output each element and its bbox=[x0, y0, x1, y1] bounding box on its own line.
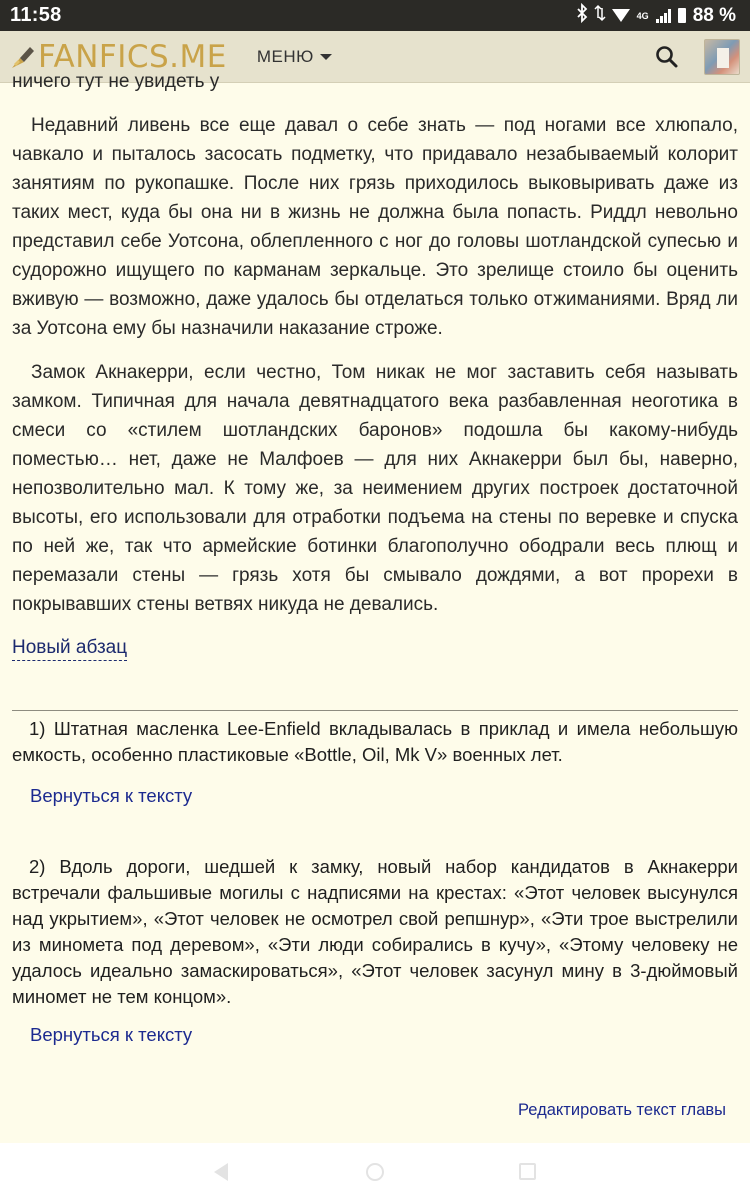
back-to-text-link[interactable]: Вернуться к тексту bbox=[30, 785, 193, 806]
data-arrows-icon bbox=[595, 5, 605, 26]
menu-label: МЕНЮ bbox=[256, 46, 314, 66]
status-time: 11:58 bbox=[10, 4, 62, 26]
back-to-text-link[interactable]: Вернуться к тексту bbox=[30, 1024, 193, 1045]
header-actions bbox=[654, 39, 740, 75]
partial-text-line: ничего тут не увидеть у bbox=[12, 71, 220, 92]
chapter-content bbox=[0, 71, 750, 1143]
back-triangle-icon[interactable] bbox=[214, 1163, 228, 1181]
bluetooth-icon bbox=[576, 4, 588, 27]
edit-chapter-link[interactable]: Редактировать текст главы bbox=[518, 1101, 726, 1119]
chevron-down-icon bbox=[320, 54, 332, 60]
site-logo[interactable] bbox=[10, 39, 227, 75]
menu-button[interactable] bbox=[257, 47, 332, 67]
footnotes-divider bbox=[12, 710, 738, 711]
status-icons bbox=[576, 4, 736, 27]
wifi-icon bbox=[612, 9, 630, 22]
battery-icon bbox=[678, 8, 686, 23]
avatar[interactable] bbox=[704, 39, 740, 75]
search-icon[interactable] bbox=[654, 44, 680, 70]
system-nav-bar bbox=[0, 1143, 750, 1200]
chapter-paragraph: Недавний ливень все еще давал о себе знать — под ногами все хлюпало, чавкало и пыталось засосать подметку, что придавало незабываемый колорит занятиям по рукопашке. После них грязь приходилось выковыривать даже из таких мест, куда бы она ни в жизнь не должна была попасть. Риддл невольно представил себе Уотсона, облепленного с ног до головы шотландской супесью и судорожно ищущего по карманам зеркальце. Это зрелище стоило бы оценить вживую — возможно, даже удалось бы отделаться только отжиманиями. Вряд ли за Уотсона ему бы назначили наказание строже. bbox=[12, 115, 738, 339]
logo-text: FANFICS.ME bbox=[38, 38, 227, 75]
home-circle-icon[interactable] bbox=[366, 1163, 384, 1181]
footnote: 2) Вдоль дороги, шедшей к замку, новый набор кандидатов в Акнакерри встречали фальшивые могилы с надписями на крестах: «Этот человек высунулся над укрытием», «Этот человек не осмотрел свой репшнур», «Эти трое выстрелили из миномета под деревом», «Эти люди собирались в кучу», «Этому человеку не удалось идеально замаскироваться», «Этот человек засунул мину в 3-дюймовый миномет не тем концом». bbox=[12, 856, 738, 1007]
logo-pen-icon bbox=[10, 44, 36, 70]
battery-percent: 88 % bbox=[692, 4, 736, 26]
network-type-label: 4G bbox=[636, 10, 649, 21]
recents-square-icon[interactable] bbox=[519, 1163, 536, 1180]
status-bar bbox=[0, 0, 750, 31]
footnote: 1) Штатная масленка Lee-Enfield вкладывалась в приклад и имела небольшую емкость, особенно пластиковые «Bottle, Oil, Mk V» военных лет. bbox=[12, 718, 738, 765]
signal-icon bbox=[656, 9, 671, 23]
new-paragraph-link[interactable]: Новый абзац bbox=[12, 636, 127, 661]
chapter-paragraph: Замок Акнакерри, если честно, Том никак не мог заставить себя называть замком. Типичная для начала девятнадцатого века разбавленная неоготика в смеси со «стилем шотландских баронов» подошла бы какому-нибудь поместью… нет, даже не Малфоев — для них Акнакерри был бы, наверно, непозволительно мал. К тому же, за неимением других построек достаточной высоты, его использовали для отработки подъема на стены по веревке и спуска по ней же, так что армейские ботинки благополучно ободрали весь плющ и перемазали стены — грязь хотя бы смывало дождями, а вот прорехи в покрывавших стены ветвях никуда не девались. bbox=[12, 362, 738, 615]
